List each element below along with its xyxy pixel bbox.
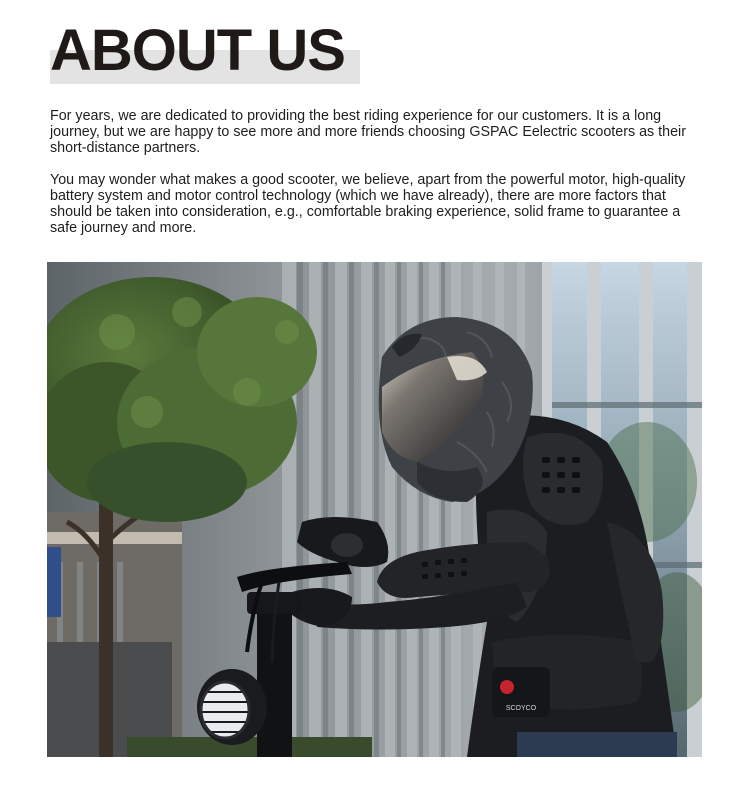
page-title-block — [50, 20, 360, 86]
intro-text — [50, 108, 700, 252]
rider-photo-illustration — [47, 262, 702, 757]
hero-photo — [47, 262, 702, 757]
armor-badge-text: SCOYCO — [505, 705, 537, 712]
page-title: ABOUT US — [50, 18, 345, 83]
intro-paragraph-2: You may wonder what makes a good scooter, we believe, apart from the powerful motor, high-quality battery system and motor control technology (which we have already), there are more factors that should be taken into consideration, e.g., comfortable braking experience, solid frame to guarantee a safe journey and more. — [50, 172, 686, 236]
intro-paragraph-1: For years, we are dedicated to providing the best riding experience for our customers. It is a long journey, but we are happy to see more and more friends choosing GSPAC Eelectric scooters as their short-distance partners. — [50, 108, 686, 156]
